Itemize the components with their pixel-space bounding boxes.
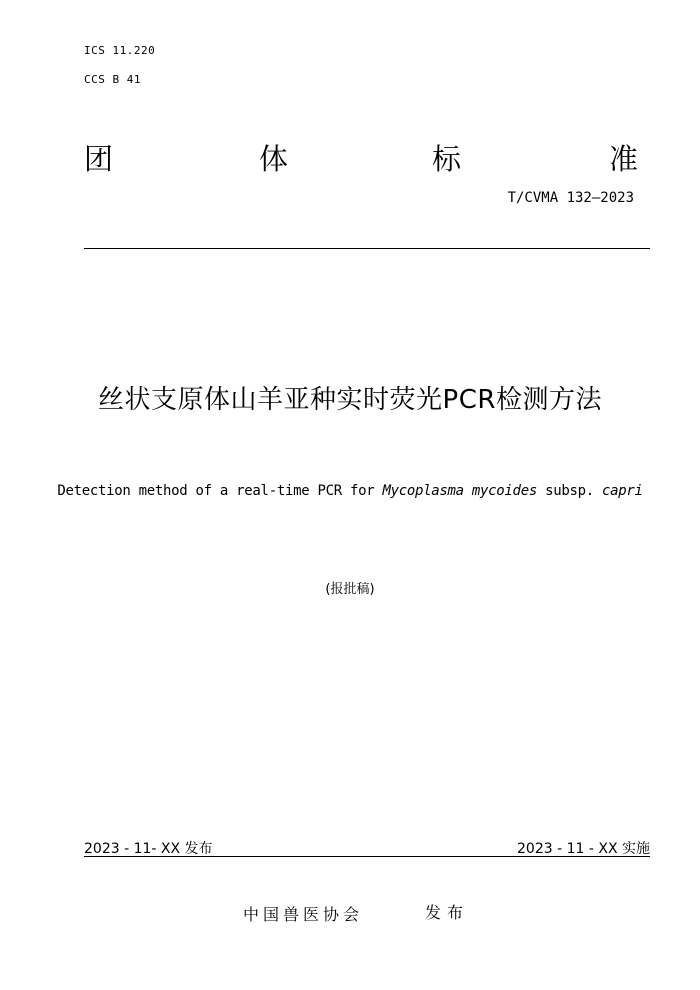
header-divider [84, 248, 650, 249]
english-title-prefix: Detection method of a real-time PCR for [57, 483, 383, 499]
issue-label: 发布 [425, 903, 470, 922]
standard-type-char-2: 体 [259, 142, 289, 176]
english-title [0, 483, 700, 499]
draft-status: (报批稿) [325, 582, 375, 597]
chinese-title: 丝状支原体山羊亚种实时荧光PCR检测方法 [98, 385, 602, 415]
standard-type-char-4: 准 [609, 142, 639, 176]
ics-code: ICS 11.220 [84, 44, 156, 57]
english-title-mid: subsp. [536, 483, 602, 499]
english-title-subspecies: capri [601, 483, 643, 499]
english-title-species: Mycoplasma mycoides [382, 483, 537, 499]
ccs-code: CCS B 41 [84, 73, 141, 86]
footer-divider [84, 856, 650, 857]
implement-date: 2023 - 11 - XX 实施 [517, 841, 650, 857]
issuing-organization: 中国兽医协会 [243, 905, 364, 924]
standard-type-char-3: 标 [432, 142, 462, 176]
standard-number: T/CVMA 132—2023 [507, 190, 634, 206]
standard-type-char-1: 团 [84, 142, 114, 176]
publish-date: 2023 - 11- XX 发布 [84, 841, 213, 857]
